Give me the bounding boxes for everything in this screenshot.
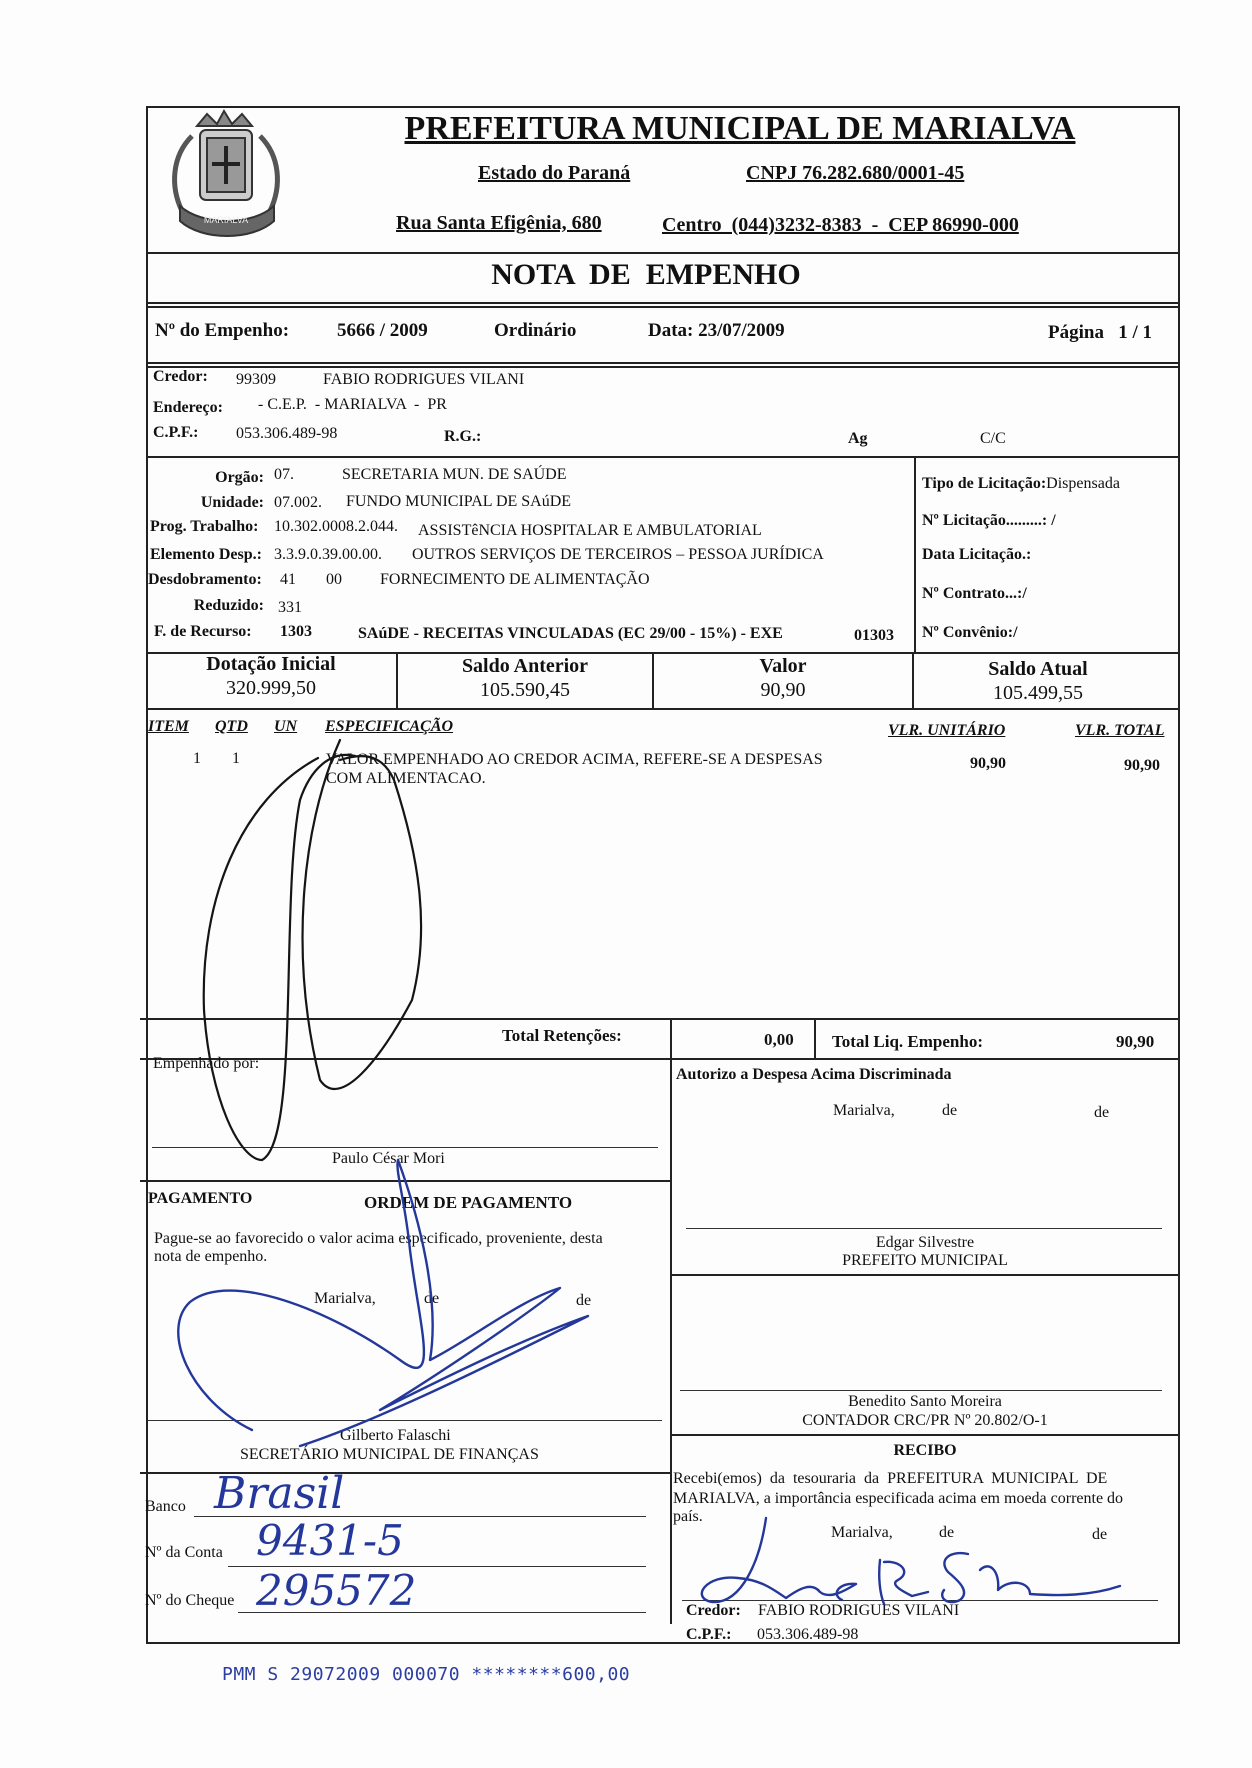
valor-value: 90,90: [760, 679, 806, 701]
dotacao-label: Dotação Inicial: [206, 653, 336, 675]
banco-label: Banco: [145, 1498, 186, 1515]
reduzido-value: 331: [278, 599, 302, 616]
page-number: Página 1 / 1: [1048, 322, 1152, 343]
pagamento-label: PAGAMENTO: [148, 1190, 253, 1207]
autorizo-de2: de: [1094, 1104, 1110, 1121]
saldo-atual-value: 105.499,55: [993, 682, 1083, 704]
item-spec-line1: VALOR EMPENHADO AO CREDOR ACIMA, REFERE-SE A DESPESAS: [326, 751, 823, 768]
credor-label: Credor:: [153, 368, 208, 385]
recibo-credor-name: FABIO RODRIGUES VILANI: [758, 1602, 960, 1619]
header-address: Centro (044)3232-8383 - CEP 86990-000: [662, 214, 1019, 236]
numero-convenio: Nº Convênio:/: [922, 624, 1018, 641]
item-number: 1: [193, 750, 201, 767]
empenhado-label: Empenhado por:: [153, 1055, 260, 1072]
pagamento-place: Marialva,: [314, 1290, 376, 1307]
pagamento-de1: de: [424, 1290, 440, 1307]
recibo-text-line3: país.: [673, 1508, 703, 1525]
recibo-credor-label: Credor:: [686, 1602, 741, 1619]
empenho-date: Data: 23/07/2009: [648, 320, 785, 341]
reduzido-label: Reduzido:: [193, 597, 264, 614]
signature-pagamento: [178, 1160, 588, 1446]
rg-label: R.G.:: [444, 428, 482, 445]
liquido-label: Total Liq. Empenho:: [832, 1032, 983, 1051]
credor-name: FABIO RODRIGUES VILANI: [323, 371, 525, 388]
cheque-handwritten: 295572: [256, 1566, 417, 1615]
orgao-label: Orgão:: [215, 469, 264, 486]
recibo-text-line2: MARIALVA, a importância especificada acima em moeda corrente do: [673, 1490, 1124, 1507]
credor-code: 99309: [236, 371, 276, 388]
recibo-text-line1: Recebi(emos) da tesouraria da PREFEITURA MUNICIPAL DE: [673, 1470, 1108, 1487]
item-qtd: 1: [232, 750, 240, 767]
signature-recibo: [879, 1560, 928, 1604]
autorizo-label: Autorizo a Despesa Acima Discriminada: [676, 1066, 952, 1083]
banco-handwritten: Brasil: [214, 1468, 345, 1519]
prefeito-name: Edgar Silvestre: [875, 1234, 975, 1251]
recibo-title: RECIBO: [893, 1442, 957, 1459]
col-item: ITEM: [148, 718, 189, 735]
contador-title: CONTADOR CRC/PR Nº 20.802/O-1: [802, 1412, 1048, 1429]
unidade-label: Unidade:: [200, 494, 264, 511]
retencoes-value: 0,00: [764, 1030, 794, 1049]
desdobramento-code: 41: [280, 571, 296, 588]
conta-label: Nº da Conta: [145, 1544, 223, 1561]
signature-loop: [204, 755, 355, 1160]
recurso-code: 1303: [280, 623, 312, 640]
recibo-de1: de: [939, 1524, 955, 1541]
item-total-value: 90,90: [1124, 757, 1160, 774]
liquido-value: 90,90: [1116, 1032, 1155, 1051]
conta-handwritten: 9431-5: [256, 1516, 404, 1565]
numero-contrato: Nº Contrato...:/: [922, 585, 1027, 602]
empenho-type: Ordinário: [494, 320, 577, 341]
pagamento-text-line2: nota de empenho.: [154, 1248, 268, 1265]
ordem-pagamento-label: ORDEM DE PAGAMENTO: [364, 1193, 573, 1212]
svg-text:MARIALVA: MARIALVA: [203, 215, 249, 225]
empenhado-signer: Paulo César Mori: [332, 1150, 445, 1167]
valor-label: Valor: [759, 655, 807, 677]
tipo-licitacao-label: Tipo de Licitação:: [922, 475, 1047, 492]
prefeito-title: PREFEITO MUNICIPAL: [842, 1252, 1008, 1269]
pagamento-text-line1: Pague-se ao favorecido o valor acima especificado, proveniente, desta: [154, 1230, 603, 1247]
document-title: NOTA DE EMPENHO: [491, 258, 801, 291]
col-valor-total: VLR. TOTAL: [1075, 722, 1165, 739]
recibo-de2: de: [1092, 1526, 1108, 1543]
unidade-name: FUNDO MUNICIPAL DE SAúDE: [346, 493, 572, 510]
elemento-code: 3.3.9.0.39.00.00.: [274, 546, 382, 563]
orgao-code: 07.: [274, 466, 294, 483]
signature-recibo: [702, 1518, 856, 1602]
desdobramento-label: Desdobramento:: [148, 571, 262, 588]
prog-name: ASSISTêNCIA HOSPITALAR E AMBULATORIAL: [418, 522, 762, 539]
orgao-name: SECRETARIA MUN. DE SAÚDE: [342, 466, 567, 483]
recurso-label: F. de Recurso:: [154, 623, 252, 640]
ag-label: Ag: [848, 430, 868, 447]
unidade-code: 07.002.: [274, 494, 322, 511]
col-especificacao: ESPECIFICAÇÃO: [325, 718, 454, 735]
pagamento-signer: Gilberto Falaschi: [340, 1427, 451, 1444]
header-title: PREFEITURA MUNICIPAL DE MARIALVA: [404, 110, 1076, 147]
desdobramento-sub: 00: [326, 571, 342, 588]
saldo-anterior-value: 105.590,45: [480, 679, 570, 701]
header-cnpj: CNPJ 76.282.680/0001-45: [746, 162, 965, 184]
elemento-label: Elemento Desp.:: [150, 546, 262, 563]
recibo-cpf-label: C.P.F.:: [686, 1626, 732, 1643]
tipo-licitacao-value: Dispensada: [1046, 475, 1120, 492]
elemento-name: OUTROS SERVIÇOS DE TERCEIROS – PESSOA JURÍDICA: [412, 546, 824, 563]
col-valor-unitario: VLR. UNITÁRIO: [888, 722, 1006, 739]
recibo-place: Marialva,: [831, 1524, 893, 1541]
numero-licitacao: Nº Licitação.........: /: [922, 512, 1056, 529]
header-street: Rua Santa Efigênia, 680: [396, 212, 602, 234]
item-unit-value: 90,90: [970, 755, 1006, 772]
retencoes-label: Total Retenções:: [502, 1026, 622, 1045]
endereco-value: - C.E.P. - MARIALVA - PR: [258, 396, 447, 413]
empenho-number: 5666 / 2009: [337, 320, 428, 341]
saldo-anterior-label: Saldo Anterior: [461, 655, 589, 677]
autorizo-de1: de: [942, 1102, 958, 1119]
pagamento-de2: de: [576, 1292, 592, 1309]
autorizo-place: Marialva,: [833, 1102, 895, 1119]
col-un: UN: [274, 718, 298, 735]
prog-label: Prog. Trabalho:: [150, 518, 259, 535]
contador-name: Benedito Santo Moreira: [848, 1393, 1002, 1410]
saldo-atual-label: Saldo Atual: [988, 658, 1088, 680]
recibo-cpf-value: 053.306.489-98: [757, 1626, 859, 1643]
prog-code: 10.302.0008.2.044.: [274, 518, 398, 535]
item-spec-line2: COM ALIMENTACAO.: [326, 770, 486, 787]
signature-loop: [303, 740, 422, 1089]
col-qtd: QTD: [215, 718, 248, 735]
data-licitacao: Data Licitação.:: [922, 546, 1032, 563]
header-state: Estado do Paraná: [478, 162, 631, 184]
signature-recibo: [942, 1553, 1120, 1602]
bank-stamp: PMM S 29072009 000070 ********600,00: [222, 1664, 631, 1685]
cheque-label: Nº do Cheque: [145, 1592, 235, 1609]
empenho-number-label: Nº do Empenho:: [155, 320, 290, 341]
recurso-name: SAúDE - RECEITAS VINCULADAS (EC 29/00 - 15%) - EXE: [358, 625, 783, 642]
endereco-label: Endereço:: [153, 399, 223, 416]
cpf-label: C.P.F.:: [153, 424, 199, 441]
desdobramento-name: FORNECIMENTO DE ALIMENTAÇÃO: [380, 571, 650, 588]
cc-label: C/C: [980, 430, 1006, 447]
dotacao-value: 320.999,50: [226, 677, 316, 699]
recurso-number: 01303: [854, 627, 894, 644]
pagamento-signer-title: SECRETÁRIO MUNICIPAL DE FINANÇAS: [240, 1446, 539, 1463]
cpf-value: 053.306.489-98: [236, 425, 338, 442]
